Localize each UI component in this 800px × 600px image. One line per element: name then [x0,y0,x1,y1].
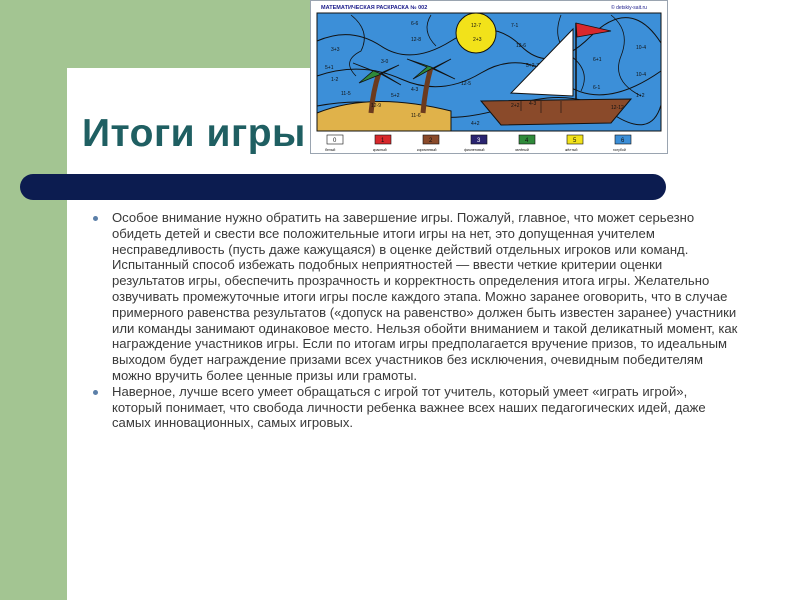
svg-text:12-8: 12-8 [411,37,422,43]
svg-text:11-6: 11-6 [411,113,421,119]
svg-text:7-1: 7-1 [511,23,519,29]
svg-text:3-0: 3-0 [381,59,389,65]
background-green-top [0,0,310,68]
svg-text:12-7: 12-7 [471,23,482,29]
svg-text:голубой: голубой [613,148,626,152]
svg-text:2+2: 2+2 [511,103,520,109]
svg-text:6+1: 6+1 [593,57,602,63]
bullet-text: Наверное, лучше всего умеет обращаться с игрой тот учитель, который умеет «играть игрой», который понимает, что свобода личности ребенка важнее всех наших педагогических идей, даже самых инновационных, самых игровых. [112,383,706,431]
bullet-item [93,384,738,431]
bullet-icon [93,216,98,221]
image-header-title: МАТЕМАТИЧЕСКАЯ РАСКРАСКА № 002 [321,5,428,11]
image-header-site: © detskiy-sait.ru [611,5,647,11]
svg-text:12-9: 12-9 [371,103,382,109]
svg-text:6: 6 [621,138,625,144]
svg-text:5: 5 [573,138,577,144]
svg-text:коричневый: коричневый [417,148,437,152]
slide-title: Итоги игры [82,112,306,155]
svg-text:3+3: 3+3 [331,47,340,53]
bullet-text: Особое внимание нужно обратить на завершение игры. Пожалуй, главное, что может серьезно обидеть детей и свести все положительные итоги игры на нет, это допущенная учителем несправедливость (пусть даже кажущаяся) в оценке действий отдельных игроков или команд. Испытанный способ избежать подобных неприятностей — ввести четкие критерии оценки результатов игры, обеспечить прозрачность и корректность определения итога игры. Желательно озвучивать промежуточные итоги игры после каждого этапа. Можно заранее оговорить, что в случае примерного равенства результатов («допуск на равенство» должен быть известен заранее) участники или команды занимают одинаковое место. Нельзя обойти вниманием и такой деликатный момент, как награждение участников игры. Если по итогам игры предполагается вручение призов, то идеальным выходом будет награждение призами всех участников без исключения, очевидным победителям можно вручить более ценные призы или грамоты. [112,210,738,383]
svg-text:фиолетовый: фиолетовый [464,148,485,152]
svg-text:1: 1 [381,138,385,144]
svg-text:4-3: 4-3 [529,101,537,107]
title-underline-bar [20,174,666,200]
svg-text:5+1: 5+1 [325,65,334,71]
svg-text:2: 2 [429,138,433,144]
svg-text:1+2: 1+2 [636,93,645,99]
svg-text:4+2: 4+2 [471,121,480,127]
svg-text:11-5: 11-5 [341,91,351,97]
svg-text:0: 0 [333,138,337,144]
svg-text:красный: красный [373,148,387,152]
svg-text:5+2-7: 5+2-7 [526,63,539,69]
svg-text:12-12: 12-12 [611,105,624,111]
svg-text:белый: белый [325,148,336,152]
svg-text:4: 4 [525,138,529,144]
svg-text:жёлтый: жёлтый [565,148,578,152]
svg-text:6-6: 6-6 [411,21,419,27]
background-green-left [0,0,67,600]
svg-text:3: 3 [477,138,481,144]
svg-text:5+2: 5+2 [391,93,400,99]
coloring-page-image [310,0,668,154]
bullet-list [93,210,738,431]
svg-text:10-4: 10-4 [636,72,647,78]
svg-text:6-1: 6-1 [593,85,601,91]
bullet-item [93,210,738,384]
svg-text:10-4: 10-4 [636,45,647,51]
svg-text:12-5: 12-5 [461,81,472,87]
bullet-icon [93,390,98,395]
svg-text:2+3: 2+3 [473,37,482,43]
svg-text:1-2: 1-2 [331,77,339,83]
svg-text:4-3: 4-3 [411,87,419,93]
svg-text:зелёный: зелёный [515,148,529,152]
svg-text:12-6: 12-6 [516,43,527,49]
